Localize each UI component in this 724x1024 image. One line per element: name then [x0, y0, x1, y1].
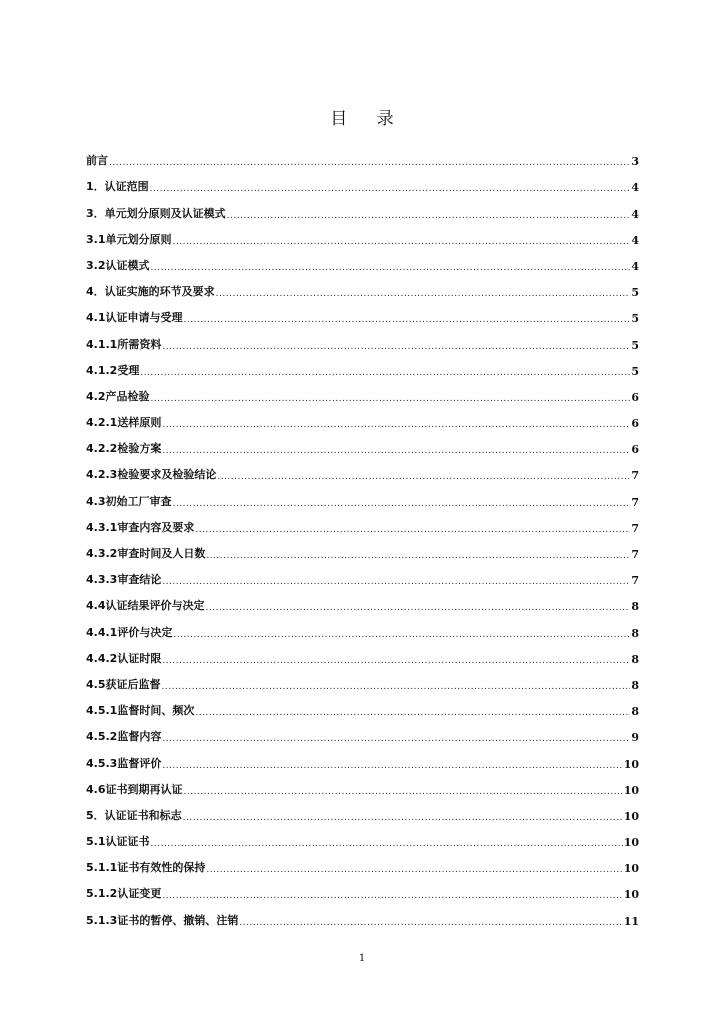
toc-entry-label: 3．单元划分原则及认证模式 [86, 206, 226, 220]
toc-entry[interactable] [86, 797, 639, 823]
dot-leader [217, 473, 630, 482]
toc-entry-page: 5 [631, 286, 639, 300]
toc-entry-page: 6 [631, 417, 639, 431]
toc-entry-label: 前言 [86, 154, 108, 168]
toc-entry-page: 11 [623, 914, 639, 928]
toc-entry-page: 7 [631, 574, 639, 588]
toc-entry-label: 5.1认证证书 [86, 835, 150, 849]
toc-entry-label: 5．认证证书和标志 [86, 808, 182, 822]
toc-entry-page: 4 [631, 207, 639, 221]
toc-entry[interactable] [86, 325, 639, 351]
toc-entry[interactable] [86, 587, 639, 613]
toc-entry-label: 4．认证实施的环节及要求 [86, 285, 215, 299]
dot-leader [162, 421, 630, 430]
toc-entry-label: 4.3初始工厂审查 [86, 494, 172, 508]
dot-leader [227, 212, 631, 221]
toc-entry-page: 8 [631, 600, 639, 614]
toc-entry-page: 10 [623, 783, 639, 797]
dot-leader [151, 840, 623, 849]
dot-leader [173, 238, 631, 247]
dot-leader [184, 788, 623, 797]
toc-entry-page: 7 [631, 469, 639, 483]
dot-leader [162, 683, 631, 692]
dot-leader [162, 343, 630, 352]
toc-entry-page: 10 [623, 757, 639, 771]
toc-entry[interactable] [86, 901, 639, 927]
toc-entry-label: 4.4.1评价与决定 [86, 625, 173, 639]
toc-entry-page: 5 [631, 364, 639, 378]
toc-entry[interactable] [86, 168, 639, 194]
dot-leader [162, 892, 622, 901]
toc-entry-label: 4.5.2监督内容 [86, 730, 162, 744]
toc-entry[interactable] [86, 247, 639, 273]
dot-leader [162, 447, 630, 456]
toc-entry-page: 10 [623, 862, 639, 876]
dot-leader [150, 185, 631, 194]
toc-entry-label: 4.4认证结果评价与决定 [86, 599, 205, 613]
toc-entry-page: 8 [631, 626, 639, 640]
table-of-contents [86, 142, 639, 928]
toc-entry[interactable] [86, 640, 639, 666]
toc-entry-page: 8 [631, 678, 639, 692]
toc-entry-page: 4 [631, 259, 639, 273]
toc-entry[interactable] [86, 535, 639, 561]
toc-entry-label: 4.5获证后监督 [86, 677, 161, 691]
toc-entry-label: 4.6证书到期再认证 [86, 782, 183, 796]
toc-entry[interactable] [86, 692, 639, 718]
dot-leader [184, 316, 631, 325]
toc-entry-label: 3.1单元划分原则 [86, 232, 172, 246]
toc-entry-label: 4.1认证申请与受理 [86, 311, 183, 325]
dot-leader [162, 762, 622, 771]
toc-entry-page: 7 [631, 521, 639, 535]
toc-entry-page: 7 [631, 495, 639, 509]
toc-entry[interactable] [86, 823, 639, 849]
toc-entry-page: 10 [623, 888, 639, 902]
toc-entry-label: 4.2.2检验方案 [86, 442, 162, 456]
dot-leader [162, 657, 630, 666]
toc-entry-page: 6 [631, 390, 639, 404]
toc-entry-page: 4 [631, 233, 639, 247]
toc-entry[interactable] [86, 273, 639, 299]
toc-entry[interactable] [86, 194, 639, 220]
toc-entry[interactable] [86, 875, 639, 901]
toc-entry[interactable] [86, 666, 639, 692]
toc-entry-page: 10 [623, 836, 639, 850]
toc-entry[interactable] [86, 771, 639, 797]
dot-leader [239, 919, 622, 928]
toc-entry-page: 5 [631, 312, 639, 326]
toc-entry-label: 3.2认证模式 [86, 258, 150, 272]
dot-leader [151, 264, 631, 273]
dot-leader [183, 814, 623, 823]
dot-leader [140, 369, 630, 378]
dot-leader [162, 578, 630, 587]
toc-entry[interactable] [86, 482, 639, 508]
dot-leader [216, 290, 631, 299]
toc-entry-page: 3 [631, 155, 639, 169]
dot-leader [173, 500, 631, 509]
toc-entry-label: 4.5.3监督评价 [86, 756, 162, 770]
toc-entry[interactable] [86, 221, 639, 247]
toc-entry-page: 4 [631, 181, 639, 195]
toc-entry[interactable] [86, 378, 639, 404]
toc-entry[interactable] [86, 142, 639, 168]
toc-entry[interactable] [86, 613, 639, 639]
toc-entry-label: 4.4.2认证时限 [86, 651, 162, 665]
toc-title: 目 录 [330, 109, 406, 129]
toc-entry-page: 6 [631, 443, 639, 457]
dot-leader [206, 552, 630, 561]
dot-leader [173, 631, 630, 640]
toc-entry-label: 5.1.2认证变更 [86, 887, 162, 901]
toc-entry[interactable] [86, 404, 639, 430]
toc-entry[interactable] [86, 561, 639, 587]
dot-leader [206, 866, 622, 875]
toc-entry-label: 4.3.3审查结论 [86, 573, 162, 587]
toc-entry[interactable] [86, 430, 639, 456]
dot-leader [151, 395, 631, 404]
toc-entry-page: 7 [631, 548, 639, 561]
dot-leader [206, 604, 631, 613]
toc-entry[interactable] [86, 744, 639, 770]
toc-entry-page: 8 [631, 652, 639, 666]
toc-entry[interactable] [86, 718, 639, 744]
page-number-footer: 1 [358, 953, 366, 964]
toc-entry-label: 4.2产品检验 [86, 389, 150, 403]
toc-entry-label: 5.1.3证书的暂停、撤销、注销 [86, 913, 239, 927]
toc-entry[interactable] [86, 849, 639, 875]
dot-leader [162, 735, 630, 744]
toc-entry-page: 5 [631, 338, 639, 352]
dot-leader [195, 526, 630, 535]
toc-entry-label: 4.2.3检验要求及检验结论 [86, 468, 217, 482]
toc-entry-label: 1．认证范围 [86, 180, 149, 194]
toc-entry[interactable] [86, 456, 639, 482]
toc-entry-label: 4.3.2审查时间及人日数 [86, 547, 206, 560]
toc-entry-label: 5.1.1证书有效性的保持 [86, 861, 206, 875]
toc-entry-label: 4.3.1审查内容及要求 [86, 520, 195, 534]
toc-entry-label: 4.1.1所需资料 [86, 337, 162, 351]
toc-entry[interactable] [86, 509, 639, 535]
toc-entry-label: 4.5.1监督时间、频次 [86, 704, 195, 718]
toc-entry-label: 4.2.1送样原则 [86, 416, 162, 430]
dot-leader [109, 159, 630, 168]
toc-entry-page: 9 [631, 731, 639, 745]
dot-leader [195, 709, 630, 718]
toc-entry[interactable] [86, 299, 639, 325]
toc-entry-page: 8 [631, 705, 639, 719]
toc-entry-label: 4.1.2受理 [86, 363, 140, 377]
toc-entry[interactable] [86, 352, 639, 378]
toc-entry-page: 10 [623, 809, 639, 823]
